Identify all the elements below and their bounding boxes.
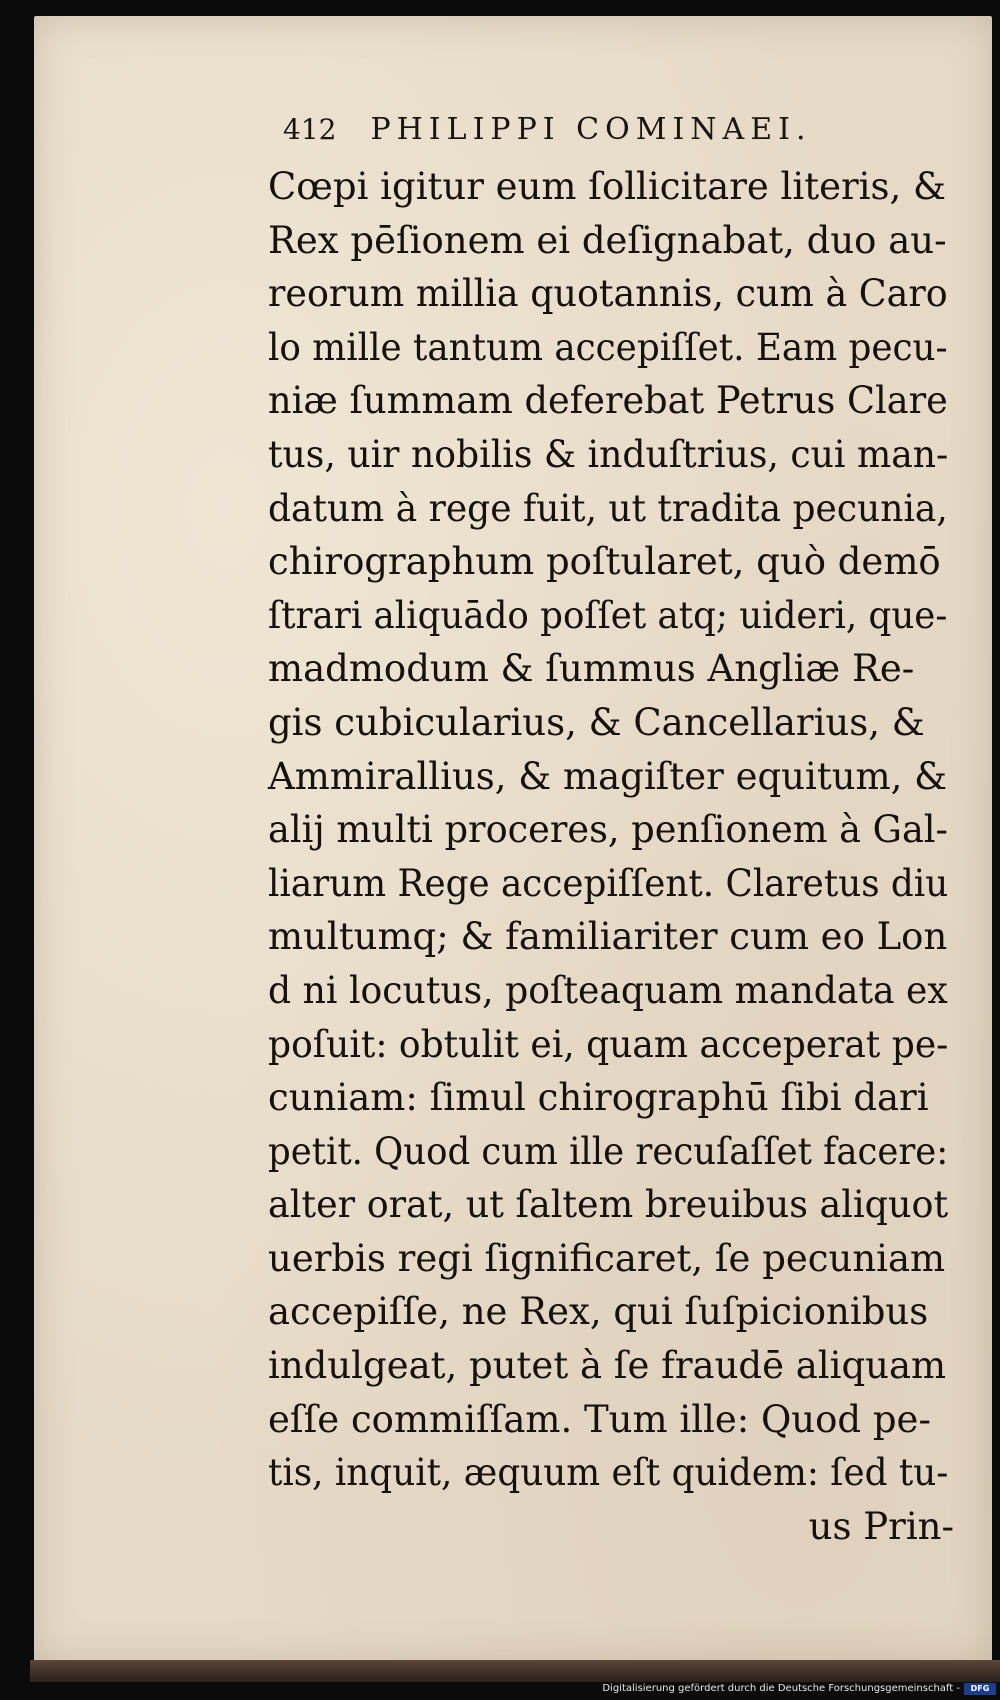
digitization-credit: Digitalisierung gefördert durch die Deutsche Forschungsgemeinschaft - xyxy=(602,1683,960,1694)
text-line: gis cubicularius, & Cancellarius, & xyxy=(268,700,925,744)
text-line: lo mille tantum accepiſſet. Eam pecu- xyxy=(268,325,948,369)
text-line: ſtrari aliquādo poſſet atq; uideri, que- xyxy=(268,593,948,637)
text-line: reorum millia quotannis, cum à Caro xyxy=(268,272,948,316)
dfg-logo: DFG xyxy=(964,1683,996,1695)
text-line: multumq; & familiariter cum eo Lon xyxy=(268,915,948,959)
text-line: madmodum & ſummus Angliæ Re- xyxy=(268,647,915,691)
text-line: datum à rege fuit, ut tradita pecunia, xyxy=(268,486,948,530)
text-line: uerbis regi ſignificaret, ſe pecuniam xyxy=(268,1236,946,1280)
catchword: us Prin- xyxy=(808,1504,954,1548)
text-line: tus, uir nobilis & induſtrius, cui man- xyxy=(268,432,949,476)
text-line: chirographum poſtularet, quò demō xyxy=(268,540,941,584)
text-line: niæ ſummam deferebat Petrus Clare xyxy=(268,379,948,423)
body-text xyxy=(268,160,968,1553)
running-header xyxy=(283,112,812,147)
text-line: cuniam: ſimul chirographū ſibi dari xyxy=(268,1076,929,1120)
page-number: 412 xyxy=(283,113,337,146)
text-line: petit. Quod cum ille recuſaſſet facere: xyxy=(268,1129,949,1173)
text-line: eſſe commiſſam. Tum ille: Quod pe- xyxy=(268,1397,931,1441)
text-line: alter orat, ut ſaltem breuibus aliquot xyxy=(268,1183,949,1227)
text-line: indulgeat, putet à ſe fraudē aliquam xyxy=(268,1344,947,1388)
text-line: Cœpi igitur eum ſollicitare literis, & xyxy=(268,165,946,208)
text-line: tis, inquit, æquum eſt quidem: ſed tu- xyxy=(268,1451,949,1495)
text-line: Ammirallius, & magiſter equitum, & xyxy=(268,754,948,798)
text-line: poſuit: obtulit ei, quam acceperat pe- xyxy=(268,1022,949,1066)
page-edge-shadow xyxy=(30,1660,1000,1682)
text-line: d ni locutus, poſteaquam mandata ex xyxy=(268,968,948,1012)
running-title: PHILIPPI COMINAEI. xyxy=(370,112,812,147)
text-line: liarum Rege accepiſſent. Claretus diu xyxy=(268,861,949,905)
text-line: Rex pēſionem ei deſignabat, duo au- xyxy=(268,218,947,262)
text-line: accepiſſe, ne Rex, qui ſuſpicionibus xyxy=(268,1290,929,1334)
text-line: alij multi proceres, penſionem à Gal- xyxy=(268,808,948,852)
